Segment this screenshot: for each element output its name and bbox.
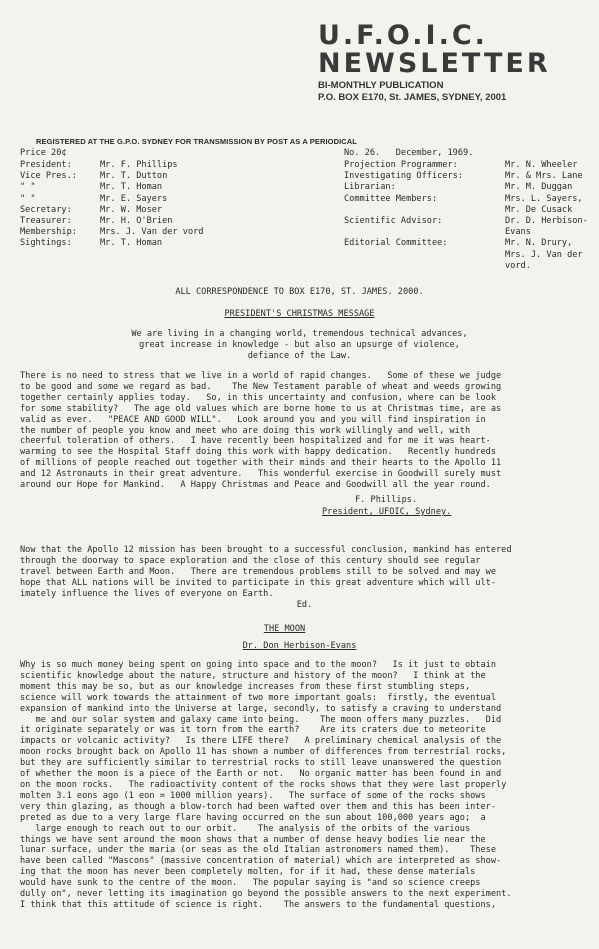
moon-line: me and our solar system and galaxy came into being. The moon offers many puzzles. Did xyxy=(20,714,502,725)
staff-role: Treasurer: xyxy=(20,215,72,226)
moon-line: impacts or volcanic activity? Is there LIFE there? A preliminary chemical analysis of the xyxy=(20,736,502,747)
masthead-subtitle-block xyxy=(318,80,506,104)
christmas-intro xyxy=(0,329,599,362)
staff-role: Committee Members: xyxy=(344,193,438,204)
moon-line: I think that this attitude of science is right. The answers to the fundamental questions, xyxy=(20,899,496,910)
staff-role: Sightings: xyxy=(20,238,72,249)
price: Price 20¢ xyxy=(20,148,67,158)
staff-name: Mr. & Mrs. Lane xyxy=(505,171,583,182)
christmas-intro-line: defiance of the Law. xyxy=(247,350,352,361)
apollo-line: imately influence the lives of everyone on Earth. xyxy=(20,588,274,599)
christmas-line: the number of people you know and meet who are doing this work willingly and well, with xyxy=(20,425,471,436)
moon-line: preted as due to a very large flare having occurred on the sun about 100,000 years ago; a xyxy=(20,812,486,823)
staff-name: Mrs. J. Van der vord xyxy=(100,227,204,238)
christmas-message xyxy=(20,371,585,491)
moon-line: but they are sufficiently similar to terrestrial rocks to still leave unanswered the question xyxy=(20,758,502,769)
staff-name: Mrs. L. Sayers, xyxy=(505,193,583,204)
apollo-line: Now that the Apollo 12 mission has been brought to a successful conclusion, mankind has entered xyxy=(20,545,512,555)
moon-line: molten 3.1 eons ago (1 eon = 1000 million years). The surface of some of the rocks shows xyxy=(20,790,486,801)
christmas-line: together certainly applies today. So, in this uncertainty and confusion, where can be look xyxy=(20,392,496,403)
staff-name: Mr. H. O'Brien xyxy=(100,215,173,226)
correspondence-line: ALL CORRESPONDENCE TO BOX E170, ST. JAMES. 2000. xyxy=(175,287,424,297)
christmas-line: and 12 Astronauts in their great adventure. This wonderful exercise in Goodwill surely must xyxy=(20,469,502,480)
masthead-subtitle: BI-MONTHLY PUBLICATION xyxy=(318,80,444,91)
staff-role: President: xyxy=(20,160,72,170)
staff-name: Mr. F. Phillips xyxy=(100,160,178,170)
issue-number: No. 26. December, 1969. xyxy=(344,148,474,158)
staff-role: Projection Programmer: xyxy=(344,160,458,170)
moon-heading: THE MOON xyxy=(263,624,306,634)
masthead-address: P.O. BOX E170, St. JAMES, SYDNEY, 2001 xyxy=(318,92,507,103)
moon-line: moon rocks brought back on Apollo 11 has shown a number of differences from terrestrial rocks, xyxy=(20,747,507,758)
staff-name: Mr. T. Homan xyxy=(100,238,163,249)
staff-name: Mr. T. Homan xyxy=(100,182,163,193)
christmas-line: for some stability? The age old values which are borne home to us at Christmas time, are as xyxy=(20,403,502,414)
moon-author: Dr. Don Herbison-Evans xyxy=(242,641,357,651)
moon-line: have been called "Mascons" (massive concentration of material) which are interpreted as show- xyxy=(20,856,502,867)
christmas-line: to be good and some we regard as bad. The New Testament parable of wheat and weeds growing xyxy=(20,381,502,392)
christmas-line: warming to see the Hospital Staff doing this work with happy dedication. Recently hundreds xyxy=(20,447,496,458)
moon-line: Why is so much money being spent on going into space and to the moon? Is it just to obtain xyxy=(20,660,496,670)
staff-name: Mr. N. Wheeler xyxy=(505,160,578,170)
staff-name: Mr. E. Sayers xyxy=(100,193,168,204)
christmas-line: valid as ever. "PEACE AND GOOD WILL". Look around you and you will find inspiration in xyxy=(20,414,486,425)
staff-name: vord. xyxy=(505,260,531,271)
moon-line: large enough to reach out to our orbit. The analysis of the orbits of the various xyxy=(20,823,471,834)
christmas-line: around our Hope for Mankind. A Happy Christmas and Peace and Goodwill all the year round. xyxy=(20,480,491,491)
masthead-title-line2: NEWSLETTER xyxy=(318,48,551,79)
staff-name: Mr. T. Dutton xyxy=(100,171,168,182)
christmas-line: cheerful toleration of others. I have recently been hospitalized and for me it was heart- xyxy=(20,436,491,447)
moon-line: lunar surface, under the maria (or seas as the old Italian astronomers named them). These xyxy=(20,845,496,856)
moon-line: scientific knowledge about the nature, structure and history of the moon? I think at the xyxy=(20,670,486,681)
christmas-heading: PRESIDENT'S CHRISTMAS MESSAGE xyxy=(224,309,375,319)
moon-line: it originate separately or was it torn from the earth? Are its craters due to meteorite xyxy=(20,725,486,736)
apollo-line: travel between Earth and Moon. There are tremendous problems still to be solved and may we xyxy=(20,566,496,577)
moon-line: on the moon rocks. The radioactivity content of the rocks shows that they were last properly xyxy=(20,779,507,790)
staff-name: Mrs. J. Van der xyxy=(505,249,583,260)
staff-name: Mr. W. Moser xyxy=(100,204,163,215)
signature-name: F. Phillips. xyxy=(355,495,418,505)
apollo-line: hope that ALL nations will be invited to participate in this great adventure which will ult- xyxy=(20,577,496,588)
christmas-line: of millions of people reached out together with their minds and their hearts to the Apollo 11 xyxy=(20,458,502,469)
moon-line: ing that the moon has never been completely molten, for if it had, these dense materials xyxy=(20,867,476,878)
apollo-line: through the doorway to space exploration and the close of this century should see regular xyxy=(20,555,481,566)
staff-role: Secretary: xyxy=(20,204,72,215)
moon-line: expansion of mankind into the Universe at large, secondly, to satisfy a craving to understand xyxy=(20,703,502,714)
moon-line: of whether the moon is a piece of the Earth or not. No organic matter has been found in and xyxy=(20,769,502,780)
staff-role: " " xyxy=(20,182,36,193)
staff-name: Mr. N. Drury, xyxy=(505,238,573,249)
signature-title: President, UFOIC, Sydney. xyxy=(322,507,452,517)
moon-line: moment this may be so, but as our knowledge increases from these first stumbling steps, xyxy=(20,681,471,692)
christmas-line: There is no need to stress that we live in a world of rapid changes. Some of these we judge xyxy=(20,371,502,381)
moon-line: science will work towards the attainment of two more important goals: firstly, the eventual xyxy=(20,692,496,703)
christmas-intro-line: We are living in a changing world, tremendous technical advances, xyxy=(131,329,468,339)
moon-line: very thin glazing, as though a blow-torch had been wafted over them and this has been inter- xyxy=(20,801,496,812)
staff-role: Editorial Committee: xyxy=(344,238,448,249)
moon-article xyxy=(20,660,585,911)
staff-name: Evans xyxy=(505,227,531,238)
staff-name: Dr. D. Herbison- xyxy=(505,215,588,226)
masthead-title xyxy=(318,22,551,78)
staff-role: Membership: xyxy=(20,227,77,238)
staff-role: Scientific Advisor: xyxy=(344,215,443,226)
moon-line: dully on", never letting its imagination go beyond the possible answers to the next experiment. xyxy=(20,889,512,900)
staff-role: " " xyxy=(20,193,36,204)
staff-role: Librarian: xyxy=(344,182,396,193)
staff-role: Investigating Officers: xyxy=(344,171,463,182)
masthead-title-line1: U.F.O.I.C. xyxy=(318,20,488,51)
apollo-note xyxy=(20,545,585,600)
registration-notice: REGISTERED AT THE G.P.O. SYDNEY FOR TRANSMISSION BY POST AS A PERIODICAL xyxy=(36,137,357,146)
staff-role: Vice Pres.: xyxy=(20,171,77,182)
apollo-sign: Ed. xyxy=(296,600,313,610)
christmas-intro-line: great increase in knowledge - but also an upsurge of violence, xyxy=(139,339,460,350)
moon-line: would have sunk to the centre of the moon. The popular saying is "and so science creeps xyxy=(20,878,481,889)
staff-name: Mr. M. Duggan xyxy=(505,182,573,193)
staff-name: Mr. De Cusack xyxy=(505,204,573,215)
moon-line: things we have sent around the moon shows that a number of dense heavy bodies lie near the xyxy=(20,834,486,845)
